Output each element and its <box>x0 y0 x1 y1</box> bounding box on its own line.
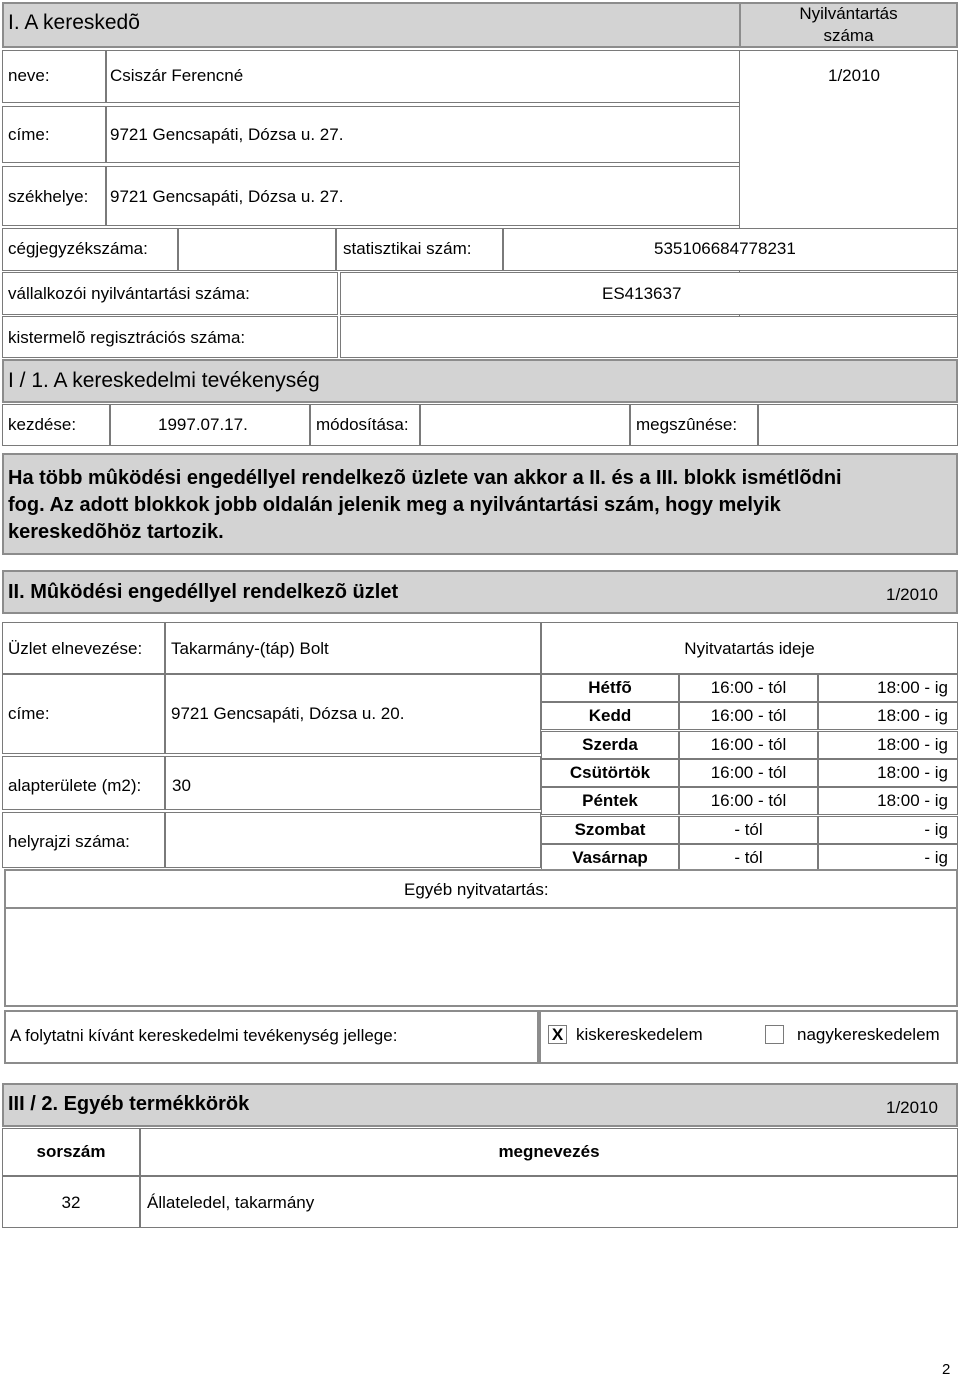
company-reg-label: cégjegyzékszáma: <box>8 239 148 258</box>
retail-label: kiskereskedelem <box>576 1025 703 1044</box>
notice-line-3: kereskedõhöz tartozik. <box>8 521 224 543</box>
hours-day: Kedd <box>588 706 632 725</box>
company-reg-value-cell <box>178 228 336 271</box>
hours-day: Csütörtök <box>569 763 651 782</box>
section-1-1-title: I / 1. A kereskedelmi tevékenység <box>8 369 320 392</box>
notice-line-2: fog. Az adott blokkok jobb oldalán jelenik meg a nyilvántartási szám, hogy melyik <box>8 494 781 516</box>
notice-line-1: Ha több mûködési engedéllyel rendelkezõ üzlete van akkor a II. és a III. blokk ismétlõdni <box>8 467 842 489</box>
wholesale-label: nagykereskedelem <box>797 1025 940 1044</box>
hours-from: 16:00 - tól <box>710 735 787 754</box>
address-value: 9721 Gencsapáti, Dózsa u. 27. <box>110 125 344 144</box>
hours-to: 18:00 - ig <box>877 763 948 782</box>
hours-from: 16:00 - tól <box>710 706 787 725</box>
entrepreneur-label: vállalkozói nyilvántartási száma: <box>8 284 250 303</box>
hours-day: Szerda <box>582 735 638 754</box>
shop-name-label: Üzlet elnevezése: <box>8 639 143 658</box>
hours-to: 18:00 - ig <box>877 735 948 754</box>
section-2-title: II. Mûködési engedéllyel rendelkezõ üzlet <box>8 581 399 603</box>
section-3-title: III / 2. Egyéb termékkörök <box>8 1093 250 1115</box>
other-hours-label: Egyéb nyitvatartás: <box>404 880 549 899</box>
address-label: címe: <box>8 125 50 144</box>
producer-label: kistermelõ regisztrációs száma: <box>8 328 246 347</box>
area-value: 30 <box>172 776 191 795</box>
stat-value: 535106684778231 <box>654 239 796 258</box>
hours-from: 16:00 - tól <box>710 678 787 697</box>
producer-value-cell <box>340 316 958 358</box>
hours-to: 18:00 - ig <box>877 678 948 697</box>
hours-to: - ig <box>924 820 948 839</box>
section-2-reg-number: 1/2010 <box>886 585 938 604</box>
seat-label: székhelye: <box>8 187 89 206</box>
start-value: 1997.07.17. <box>158 415 248 434</box>
modify-value-cell <box>420 404 630 446</box>
activity-label: A folytatni kívánt kereskedelmi tevékenység jellege: <box>10 1026 398 1045</box>
entrepreneur-value: ES413637 <box>602 284 682 303</box>
product-number: 32 <box>61 1193 81 1212</box>
hours-to: 18:00 - ig <box>877 706 948 725</box>
end-value-cell <box>758 404 958 446</box>
area-value-cell <box>165 756 541 810</box>
retail-checkbox[interactable]: X <box>548 1025 567 1044</box>
hours-from: 16:00 - tól <box>710 763 787 782</box>
stat-label: statisztikai szám: <box>343 239 472 258</box>
page-number: 2 <box>942 1361 951 1378</box>
hours-day: Szombat <box>574 820 646 839</box>
hours-day: Vasárnap <box>572 848 648 867</box>
end-label: megszûnése: <box>636 415 738 434</box>
wholesale-checkbox[interactable] <box>765 1025 784 1044</box>
number-col-header: sorszám <box>36 1142 106 1161</box>
hours-to: 18:00 - ig <box>877 791 948 810</box>
hours-from: 16:00 - tól <box>710 791 787 810</box>
hours-day: Hétfõ <box>588 678 632 697</box>
reg-number: 1/2010 <box>828 66 880 85</box>
hours-day: Péntek <box>582 791 638 810</box>
hours-header: Nyitvatartás ideje <box>684 639 815 658</box>
lot-value-cell <box>165 812 541 868</box>
lot-label: helyrajzi száma: <box>8 832 130 851</box>
section-1-title: I. A kereskedõ <box>8 11 140 34</box>
shop-address-label: címe: <box>8 704 50 723</box>
section-3-reg-number: 1/2010 <box>886 1098 938 1117</box>
seat-value: 9721 Gencsapáti, Dózsa u. 27. <box>110 187 344 206</box>
modify-label: módosítása: <box>316 415 409 434</box>
area-label: alapterülete (m2): <box>8 776 142 795</box>
name-col-header: megnevezés <box>498 1142 600 1161</box>
name-value: Csiszár Ferencné <box>110 66 244 85</box>
shop-address-value: 9721 Gencsapáti, Dózsa u. 20. <box>171 704 405 723</box>
reg-number-header: Nyilvántartás száma <box>799 4 898 45</box>
hours-from: - tól <box>734 848 763 867</box>
start-label: kezdése: <box>8 415 77 434</box>
hours-to: - ig <box>924 848 948 867</box>
name-label: neve: <box>8 66 50 85</box>
other-hours-header-line <box>4 907 958 909</box>
product-name: Állateledel, takarmány <box>147 1193 315 1212</box>
hours-from: - tól <box>734 820 763 839</box>
shop-name-value: Takarmány-(táp) Bolt <box>171 639 329 658</box>
